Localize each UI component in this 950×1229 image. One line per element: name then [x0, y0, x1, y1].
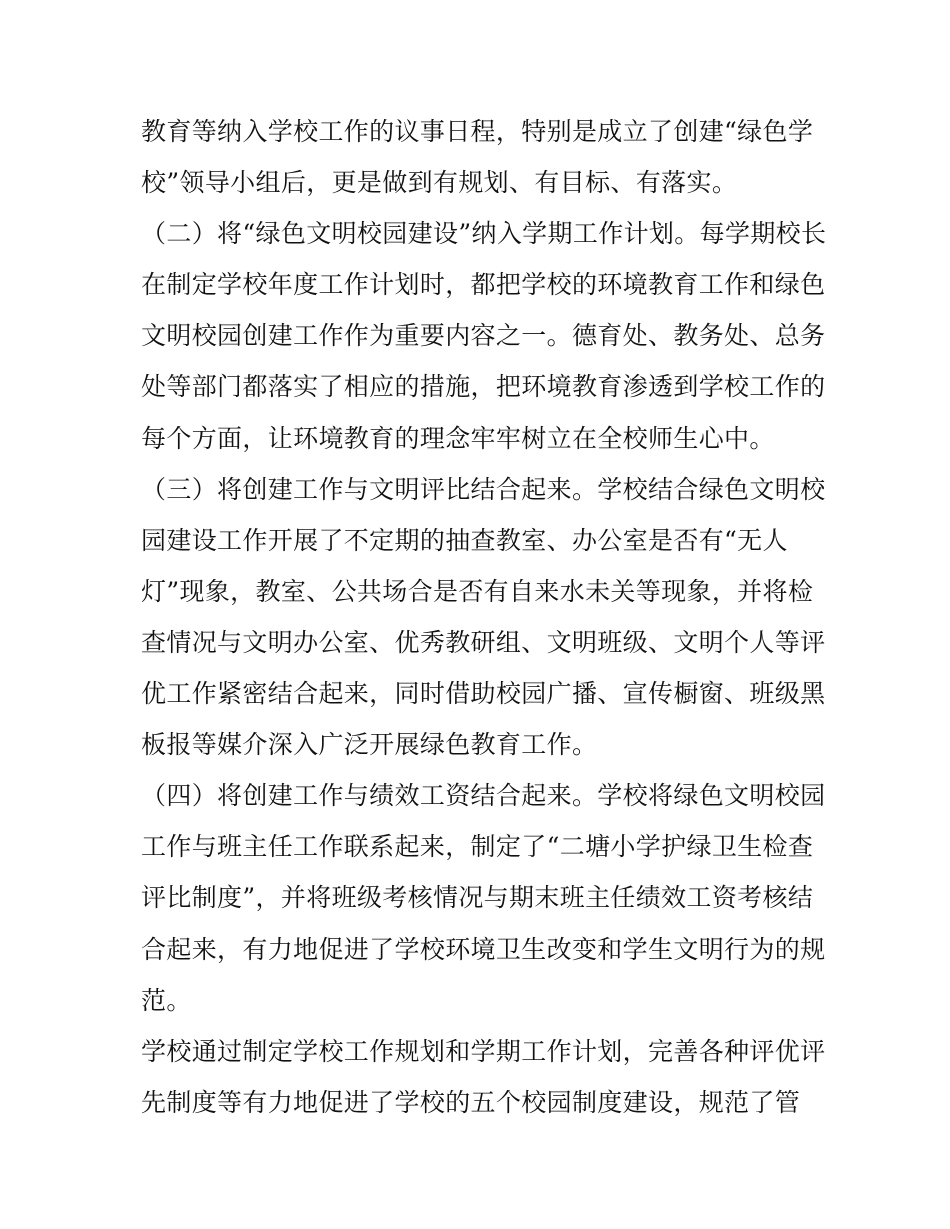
text-line-13: 板报等媒介深入广泛开展绿色教育工作。 — [141, 730, 598, 760]
text-line-18: 范。 — [141, 985, 192, 1015]
text-line-20: 先制度等有力地促进了学校的五个校园制度建设，规范了管 — [141, 1087, 801, 1117]
text-line-19: 学校通过制定学校工作规划和学期工作计划，完善各种评优评 — [141, 1036, 826, 1066]
text-line-7: 每个方面，让环境教育的理念牢牢树立在全校师生心中。 — [141, 423, 775, 453]
text-line-1: 教育等纳入学校工作的议事日程，特别是成立了创建“绿色学 — [141, 117, 814, 146]
text-line-9: 园建设工作开展了不定期的抽查教室、办公室是否有“无人 — [141, 525, 788, 555]
text-line-12: 优工作紧密结合起来，同时借助校园广播、宣传橱窗、班级黑 — [141, 679, 826, 709]
text-line-5: 文明校园创建工作作为重要内容之一。德育处、教务处、总务 — [141, 321, 826, 351]
text-line-16: 评比制度”，并将班级考核情况与期末班主任绩效工资考核结 — [141, 883, 814, 913]
document-body — [141, 106, 827, 1128]
text-line-14: （四）将创建工作与绩效工资结合起来。学校将绿色文明校园 — [141, 781, 826, 811]
text-line-15: 工作与班主任工作联系起来，制定了“二塘小学护绿卫生检查 — [141, 832, 814, 862]
text-line-2: 校”领导小组后，更是做到有规划、有目标、有落实。 — [141, 168, 738, 198]
text-line-11: 查情况与文明办公室、优秀教研组、文明班级、文明个人等评 — [141, 627, 826, 657]
text-line-17: 合起来，有力地促进了学校环境卫生改变和学生文明行为的规 — [141, 934, 826, 964]
text-line-4: 在制定学校年度工作计划时，都把学校的环境教育工作和绿色 — [141, 270, 826, 300]
text-line-6: 处等部门都落实了相应的措施，把环境教育渗透到学校工作的 — [141, 372, 826, 402]
text-line-3: （二）将“绿色文明校园建设”纳入学期工作计划。每学期校长 — [141, 219, 827, 249]
text-line-10: 灯”现象，教室、公共场合是否有自来水未关等现象，并将检 — [141, 576, 814, 606]
text-line-8: （三）将创建工作与文明评比结合起来。学校结合绿色文明校 — [141, 474, 826, 504]
